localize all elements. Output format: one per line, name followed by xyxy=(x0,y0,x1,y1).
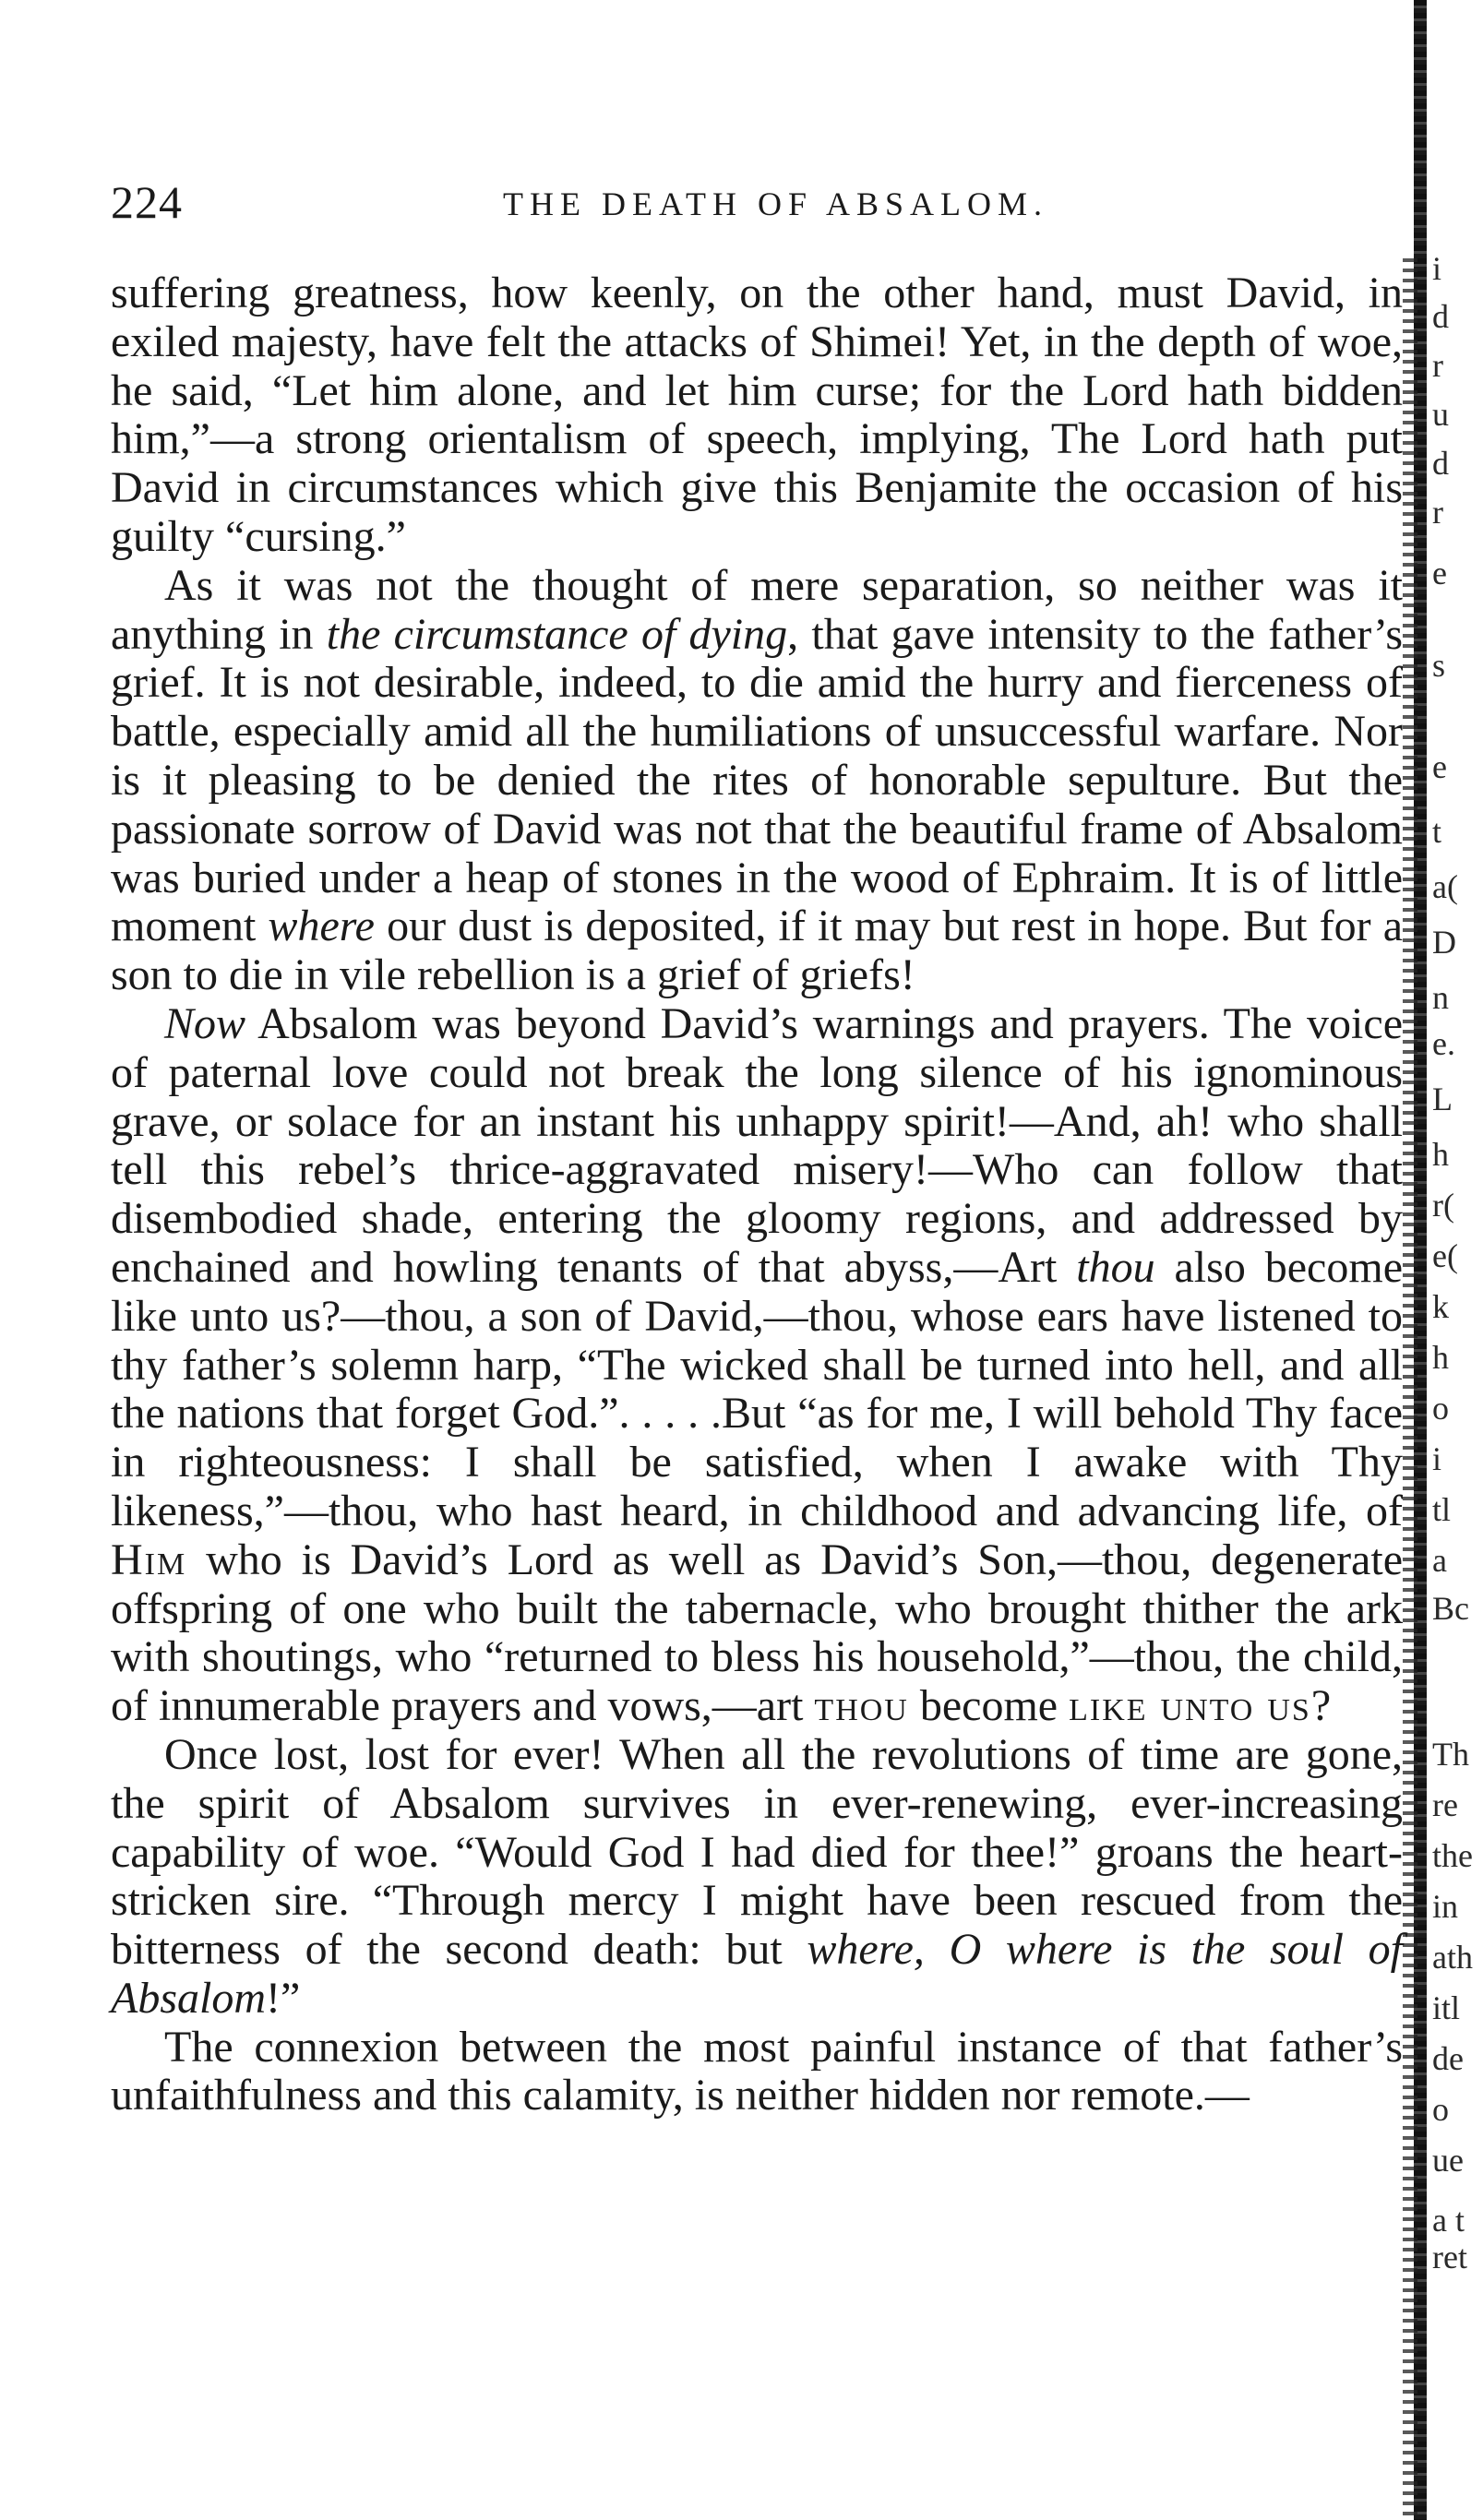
facing-fragment: in xyxy=(1432,1888,1459,1925)
facing-fragment: a( xyxy=(1432,868,1458,905)
paragraph-1 xyxy=(111,269,1403,562)
paragraph-2-text-end: our dust is deposited, if it may but rest in hope. But for a son to die in vile rebellion is a grief of griefs! xyxy=(111,902,1403,1000)
facing-fragment: e( xyxy=(1432,1237,1458,1274)
paragraph-3-text-end: ? xyxy=(1310,1681,1332,1731)
facing-fragment: h xyxy=(1432,1136,1449,1173)
body-text xyxy=(111,269,1403,2120)
facing-fragment: d xyxy=(1432,298,1449,335)
facing-fragment: ath xyxy=(1432,1939,1473,1976)
facing-fragment: i xyxy=(1432,1440,1442,1477)
paragraph-2-italic: the circumstance of dying xyxy=(326,609,788,659)
facing-fragment: a t xyxy=(1432,2202,1465,2239)
paragraph-3-italic-now: Now xyxy=(164,998,246,1048)
facing-fragment: de xyxy=(1432,2040,1464,2077)
facing-fragment: e xyxy=(1432,748,1447,785)
facing-fragment: e xyxy=(1432,555,1447,591)
paragraph-5-text: The connexion between the most painful instance of that father’s unfaithfulness and this calamity, is neither hidden nor remote.— xyxy=(111,2022,1403,2120)
facing-fragment: t xyxy=(1432,813,1442,850)
facing-fragment: n xyxy=(1432,979,1449,1016)
paragraph-2-text-cont: , that gave intensity to the father’s grief. It is not desirable, indeed, to die amid the hurry and fierceness of battle, especially amid all the humiliations of unsuccessful warfare. Nor is it pleasing to be denied the rites of honorable sepulture. But the passionate sorrow of David was not that the beautiful frame of Absalom was buried under a heap of stones in the wood of Ephraim. It is of little moment xyxy=(111,609,1404,951)
paragraph-3 xyxy=(111,1000,1403,1731)
facing-fragment: ue xyxy=(1432,2142,1464,2179)
paragraph-3-italic-thou: thou xyxy=(1076,1242,1155,1292)
paragraph-4-italic: where, O where is the soul of Absalom xyxy=(111,1925,1403,2023)
facing-fragment: a xyxy=(1432,1542,1447,1579)
paragraph-2-italic-where: where xyxy=(268,902,375,951)
running-head: THE DEATH OF ABSALOM. xyxy=(503,185,1049,222)
binding-edge xyxy=(1403,258,1417,2519)
facing-fragment: the xyxy=(1432,1837,1473,1874)
paragraph-2-text: As it was not the thought of mere separation, so neither was it anything in xyxy=(111,560,1403,659)
paragraph-3-text-cont3: become xyxy=(908,1681,1070,1731)
paragraph-3-text-cont2: who is David’s Lord as well as David’s Son,—thou, degenerate offspring of one who built the tabernacle, who brought thither the ark with shoutings, who “returned to bless his household,”—thou, the child, of innumerable prayers and vows,—art xyxy=(111,1535,1403,1731)
paragraph-4 xyxy=(111,1731,1403,2024)
facing-fragment: itl xyxy=(1432,1989,1461,2026)
facing-page-showthrough xyxy=(1429,0,1483,2520)
paragraph-3-text-cont: also become like unto us?—thou, a son of David,—thou, whose ears have listened to thy father’s solemn harp, “The wicked shall be turned into hell, and all the nations that forget God.”. . . . .But “as for me, I will behold Thy face in righteousness: I shall be satisfied, when I awake with Thy likeness,”—thou, who hast heard, in childhood and advancing life, of xyxy=(111,1242,1403,1535)
facing-fragment: ret xyxy=(1432,2239,1467,2275)
facing-fragment: L xyxy=(1432,1081,1453,1117)
facing-fragment: re xyxy=(1432,1786,1458,1823)
facing-fragment: u xyxy=(1432,396,1449,433)
facing-fragment: o xyxy=(1432,2091,1449,2128)
paragraph-4-text: Once lost, lost for ever! When all the revolutions of time are gone, the spirit of Absalom survives in ever-renewing, ever-increasing capability of woe. “Would God I had died for thee!” groans the heart-stricken sire. “Through mercy I might have been rescued from the bitterness of the second death: but xyxy=(111,1729,1403,1975)
facing-fragment: r xyxy=(1432,347,1443,384)
paragraph-3-smallcaps-thou: thou xyxy=(814,1681,909,1731)
facing-fragment: o xyxy=(1432,1390,1449,1427)
paragraph-3-smallcaps-him: Him xyxy=(111,1535,187,1584)
facing-fragment: r xyxy=(1432,494,1443,531)
facing-fragment: r( xyxy=(1432,1187,1454,1224)
facing-fragment: Th xyxy=(1432,1736,1469,1773)
paragraph-3-smallcaps-like-unto-us: like unto us xyxy=(1069,1681,1311,1731)
page-number: 224 xyxy=(111,176,183,228)
facing-fragment: D xyxy=(1432,924,1456,961)
paragraph-4-text-end: !” xyxy=(266,1973,301,2023)
facing-fragment: Bc xyxy=(1432,1590,1469,1627)
paragraph-5 xyxy=(111,2024,1403,2121)
paragraph-3-text: Absalom was beyond David’s warnings and prayers. The voice of paternal love could not break the long silence of his ignominous grave, or solace for an instant his unhappy spirit!—And, ah! who shall tell this rebel’s thrice-aggravated misery!—Who can follow that disembodied shade, entering the gloomy regions, and addressed by enchained and howling tenants of that abyss,—Art xyxy=(111,998,1403,1292)
facing-fragment: s xyxy=(1432,647,1446,684)
facing-fragment: e. xyxy=(1432,1025,1455,1062)
facing-fragment: k xyxy=(1432,1288,1449,1325)
paragraph-1-text: suffering greatness, how keenly, on the other hand, must David, in exiled majesty, have felt the attacks of Shimei! Yet, in the depth of woe, he said, “Let him alone, and let him curse; for the Lord hath bidden him,”—a strong orientalism of speech, implying, The Lord hath put David in circumstances which give this Benjamite the occasion of his guilty “cursing.” xyxy=(111,269,1403,561)
paragraph-2 xyxy=(111,562,1403,1000)
facing-fragment: i xyxy=(1432,250,1442,287)
facing-fragment: d xyxy=(1432,445,1449,482)
facing-fragment: tl xyxy=(1432,1491,1452,1528)
facing-fragment: h xyxy=(1432,1339,1449,1376)
